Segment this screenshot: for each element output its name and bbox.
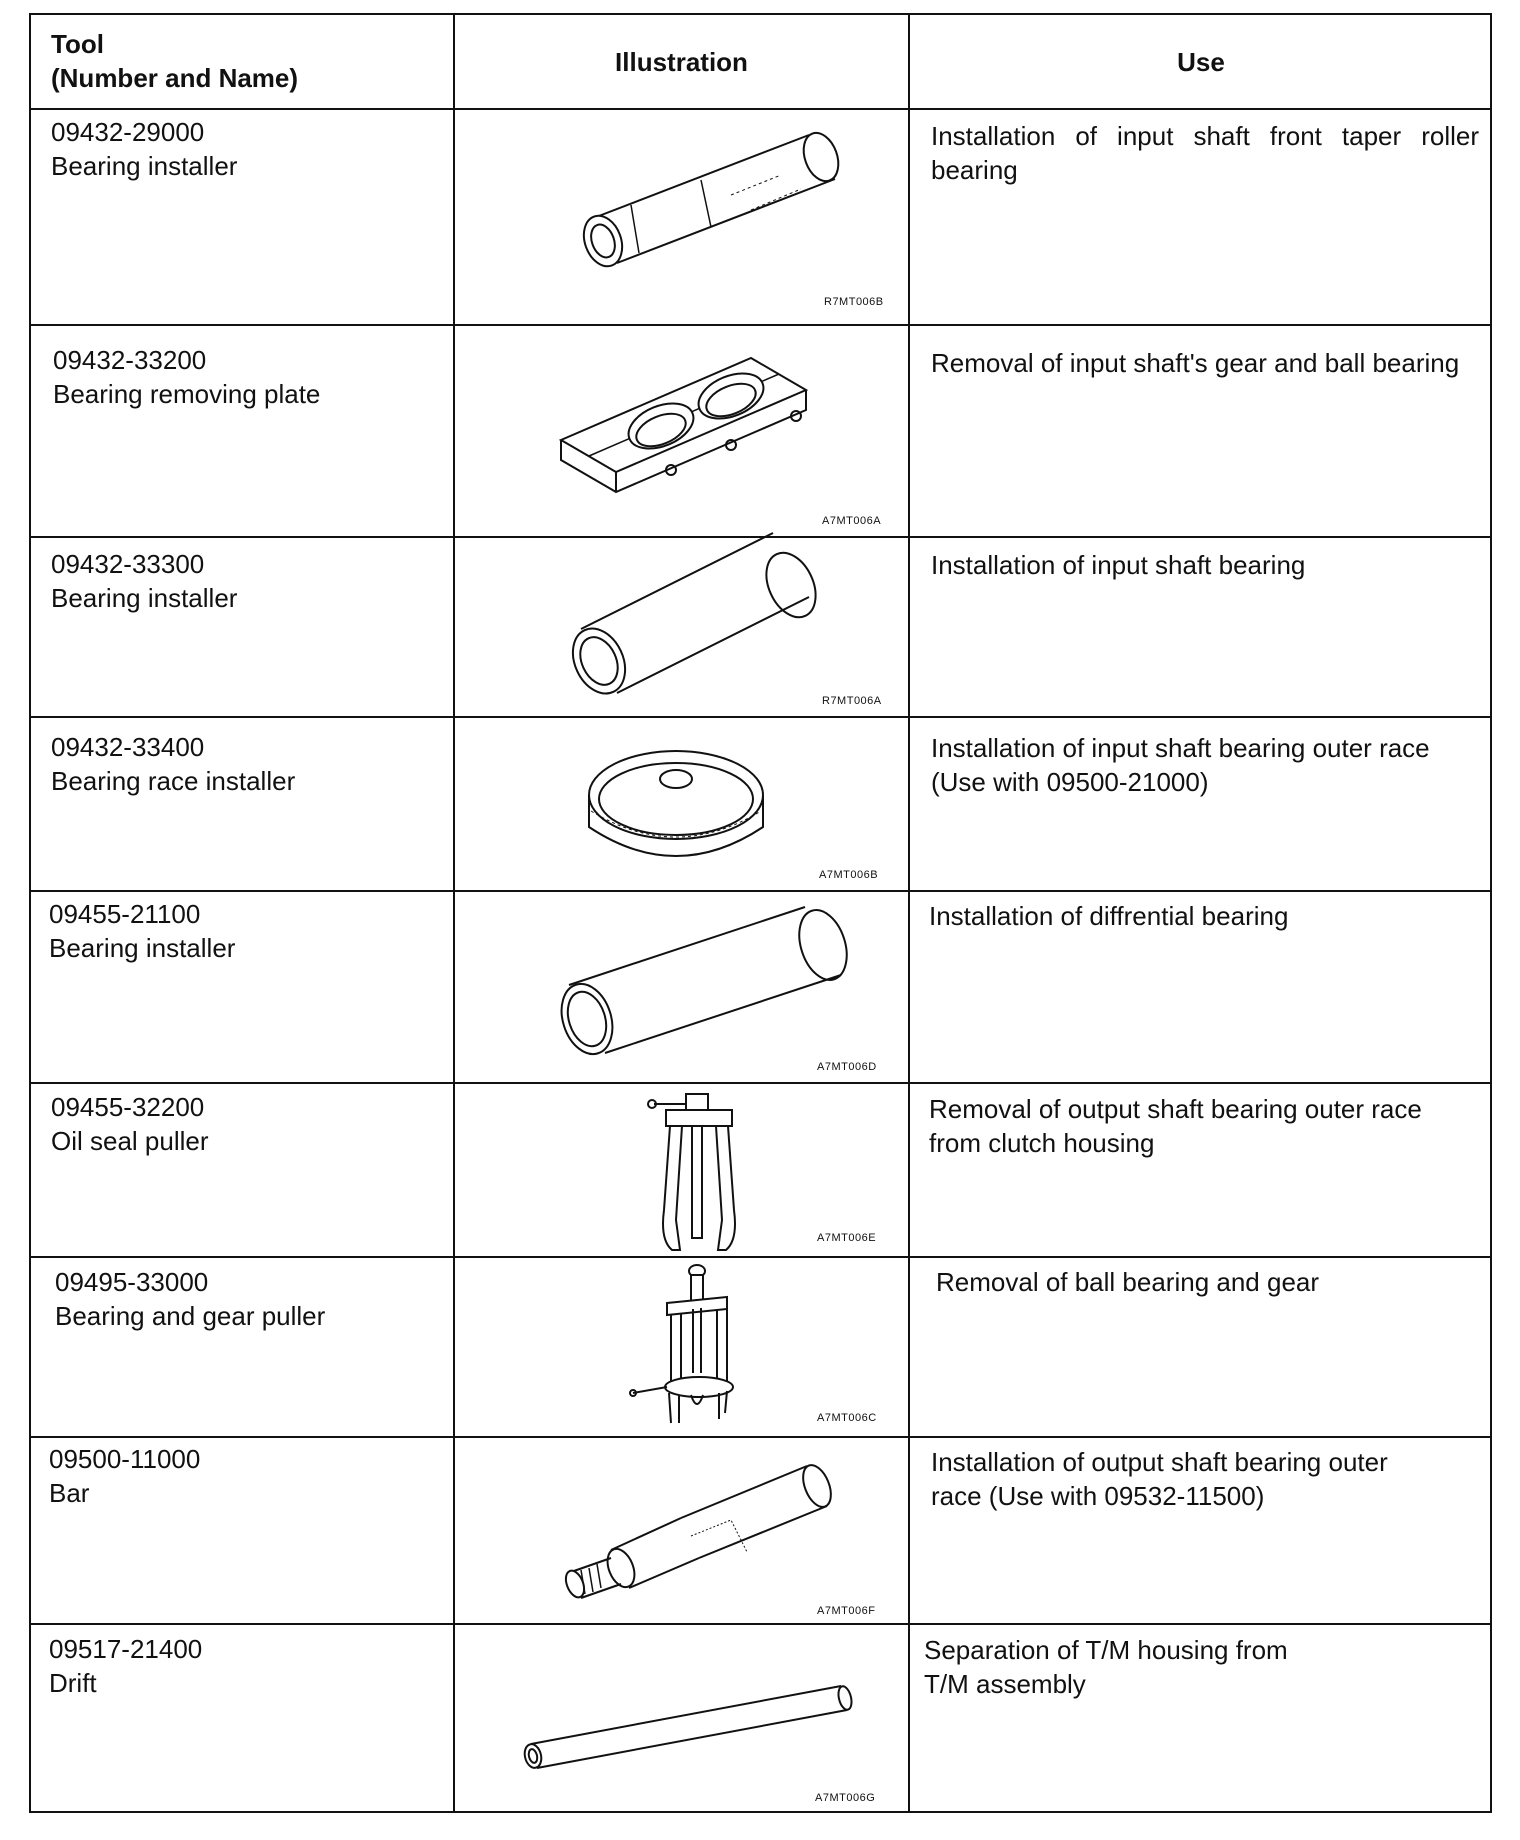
oil-seal-puller-icon xyxy=(646,1090,756,1260)
figure-code: A7MT006B xyxy=(819,869,879,881)
tool-name: Oil seal puller xyxy=(51,1126,209,1156)
tool-cell xyxy=(51,547,237,615)
use-cell xyxy=(929,899,1489,933)
use-line: T/M assembly xyxy=(924,1669,1086,1699)
figure-code: A7MT006G xyxy=(815,1792,876,1804)
tool-number: 09455-21100 xyxy=(49,899,201,929)
tool-name: Bearing installer xyxy=(51,151,238,181)
tool-number: 09432-33200 xyxy=(53,345,207,375)
bearing-removing-plate-icon xyxy=(551,350,821,510)
use-line: (Use with 09500-21000) xyxy=(931,767,1209,797)
tool-cell xyxy=(51,1090,209,1158)
tool-cell xyxy=(49,1632,202,1700)
tool-number: 09432-33300 xyxy=(51,549,205,579)
tool-number: 09432-29000 xyxy=(51,117,205,147)
header-use: Use xyxy=(1177,47,1225,77)
use-line: Removal of input shaft's gear and ball bearing xyxy=(931,348,1460,378)
tool-cell xyxy=(51,730,295,798)
tool-name: Bar xyxy=(49,1478,90,1508)
tool-number: 09517-21400 xyxy=(49,1634,203,1664)
figure-code: A7MT006C xyxy=(817,1412,877,1424)
use-cell xyxy=(931,119,1479,187)
use-line: Installation of diffrential bearing xyxy=(929,901,1289,931)
tool-name: Drift xyxy=(49,1668,97,1698)
bearing-installer-tube-icon xyxy=(551,125,851,295)
use-line: Installation of input shaft bearing xyxy=(931,550,1306,580)
use-cell xyxy=(924,1633,1484,1701)
tool-name: Bearing and gear puller xyxy=(55,1301,326,1331)
tool-name: Bearing installer xyxy=(51,583,238,613)
tool-cell xyxy=(53,343,320,411)
use-cell xyxy=(931,346,1491,380)
figure-code: A7MT006A xyxy=(822,515,882,527)
use-line: Installation of input shaft bearing outer race xyxy=(931,733,1430,763)
row-divider xyxy=(31,1256,1490,1258)
header-tool-line1: Tool xyxy=(51,29,104,59)
row-divider xyxy=(31,324,1490,326)
tool-name: Bearing removing plate xyxy=(53,379,321,409)
tool-name: Bearing race installer xyxy=(51,766,296,796)
column-divider xyxy=(908,15,910,1811)
use-line: Installation of output shaft bearing outer xyxy=(931,1447,1388,1477)
bearing-installer-tube-icon xyxy=(551,545,831,705)
figure-code: R7MT006B xyxy=(824,296,884,308)
use-line: Separation of T/M housing from xyxy=(924,1635,1288,1665)
tool-number: 09432-33400 xyxy=(51,732,205,762)
use-line: Installation of input shaft front taper roller xyxy=(931,121,1479,151)
column-divider xyxy=(453,15,455,1811)
use-line: bearing xyxy=(931,155,1018,185)
race-installer-disc-icon xyxy=(581,735,771,875)
use-line: from clutch housing xyxy=(929,1128,1155,1158)
gear-puller-icon xyxy=(631,1263,761,1433)
use-line: Removal of ball bearing and gear xyxy=(936,1267,1320,1297)
drift-rod-icon xyxy=(511,1680,871,1780)
row-divider xyxy=(31,1436,1490,1438)
use-cell xyxy=(936,1265,1486,1299)
bearing-installer-tube-icon xyxy=(543,905,863,1065)
tool-cell xyxy=(55,1265,325,1333)
header-illustration: Illustration xyxy=(615,47,748,77)
use-cell xyxy=(931,731,1491,799)
tool-number: 09495-33000 xyxy=(55,1267,209,1297)
tool-number: 09455-32200 xyxy=(51,1092,205,1122)
row-divider xyxy=(31,1623,1490,1625)
row-divider xyxy=(31,1082,1490,1084)
use-line: race (Use with 09532-11500) xyxy=(931,1481,1265,1511)
figure-code: R7MT006A xyxy=(822,695,882,707)
tool-number: 09500-11000 xyxy=(49,1444,201,1474)
row-divider xyxy=(31,536,1490,538)
header-tool-line2: (Number and Name) xyxy=(51,63,299,93)
threaded-bar-icon xyxy=(551,1460,851,1610)
figure-code: A7MT006F xyxy=(817,1605,876,1617)
row-divider xyxy=(31,716,1490,718)
use-cell xyxy=(929,1092,1489,1160)
row-divider xyxy=(31,890,1490,892)
use-line: Removal of output shaft bearing outer race xyxy=(929,1094,1422,1124)
tool-name: Bearing installer xyxy=(49,933,236,963)
figure-code: A7MT006E xyxy=(817,1232,877,1244)
use-cell xyxy=(931,1445,1491,1513)
tool-cell xyxy=(51,115,237,183)
use-cell xyxy=(931,548,1479,582)
header-tool xyxy=(51,27,298,95)
special-tools-table xyxy=(29,13,1492,1813)
row-divider xyxy=(31,108,1490,110)
tool-cell xyxy=(49,1442,200,1510)
tool-cell xyxy=(49,897,235,965)
figure-code: A7MT006D xyxy=(817,1061,877,1073)
